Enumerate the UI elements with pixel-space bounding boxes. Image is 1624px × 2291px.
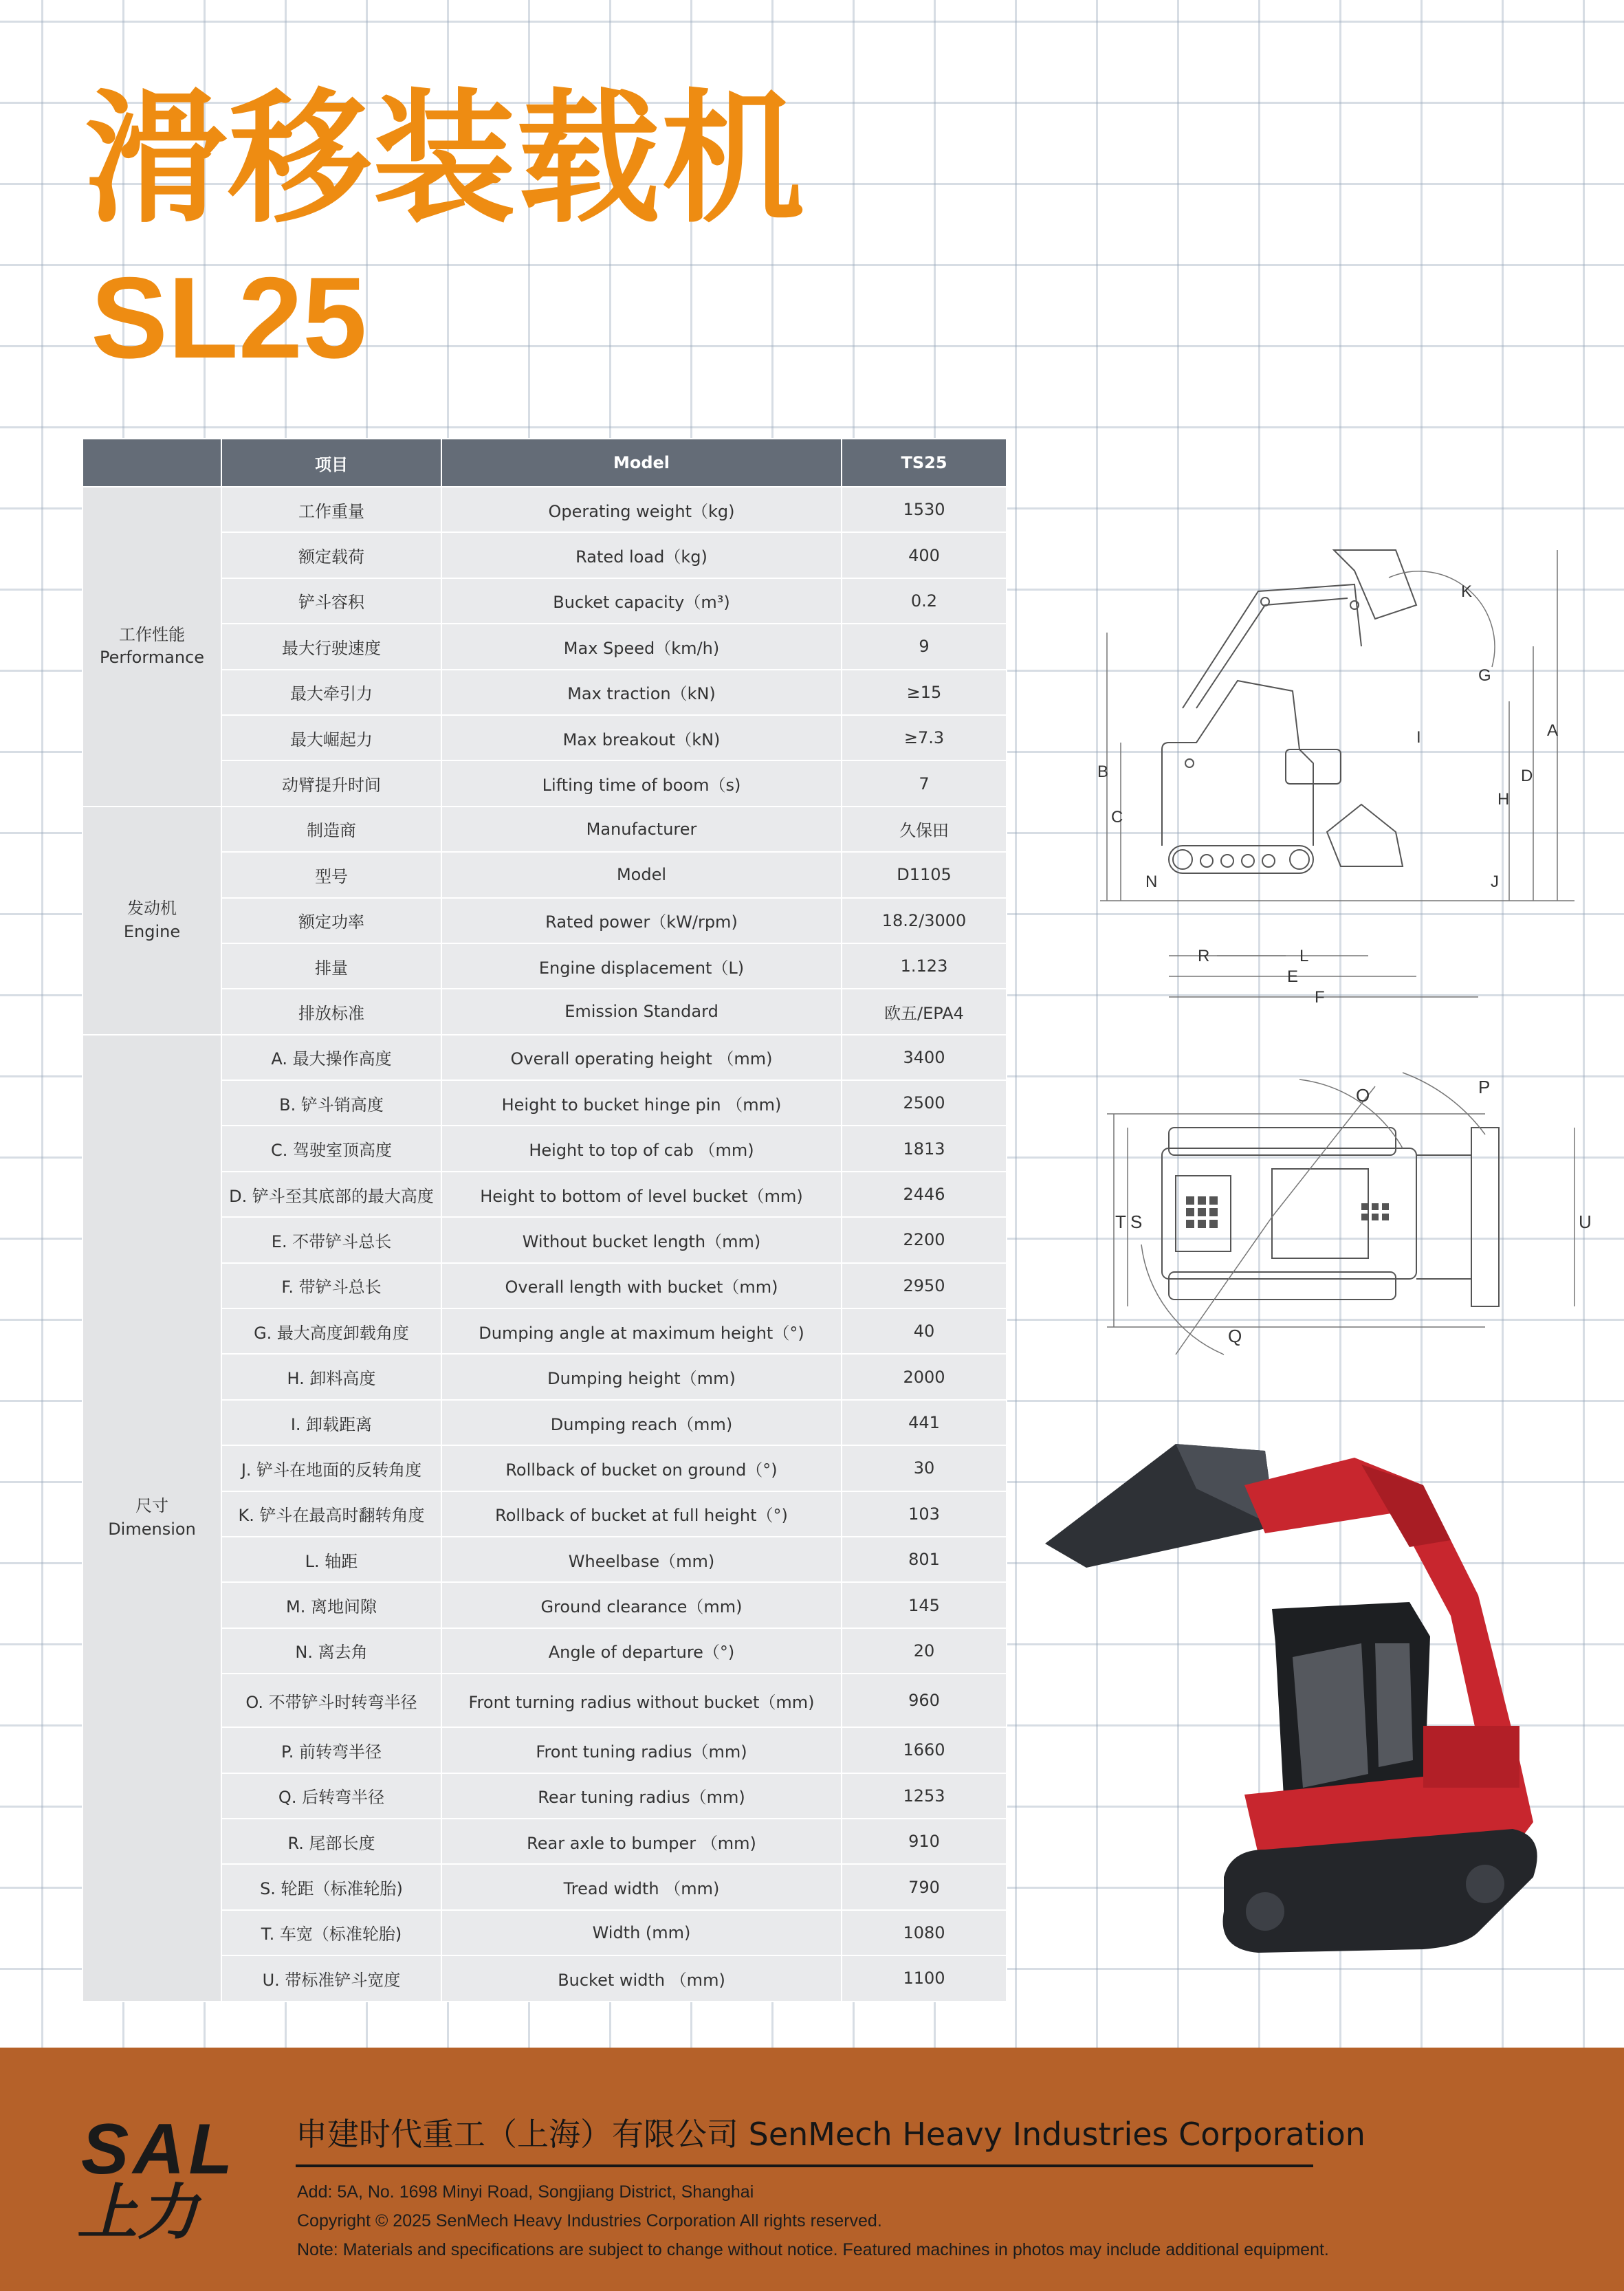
- header-blank: [83, 439, 221, 487]
- label-c: C: [1111, 808, 1123, 826]
- brand-logo-cn: 上力: [77, 2177, 199, 2248]
- dimension-lines: [1100, 550, 1574, 997]
- item-value: ≥15: [842, 670, 1007, 715]
- item-value: 2446: [842, 1172, 1007, 1217]
- item-value: 2500: [842, 1080, 1007, 1126]
- label-n: N: [1145, 873, 1158, 891]
- item-cn: U. 带标准铲斗宽度: [221, 1955, 441, 2001]
- table-row: [83, 1217, 1007, 1262]
- item-cn: H. 卸料高度: [221, 1354, 441, 1399]
- label-u: U: [1579, 1212, 1592, 1232]
- item-cn: J. 铲斗在地面的反转角度: [221, 1445, 441, 1491]
- item-cn: F. 带铲斗总长: [221, 1263, 441, 1308]
- item-en: Operating weight（kg): [441, 487, 842, 532]
- item-value: 1530: [842, 487, 1007, 532]
- table-row: [83, 1727, 1007, 1773]
- table-row: [83, 487, 1007, 532]
- item-en: Max traction（kN): [441, 670, 842, 715]
- item-en: Rated power（kW/rpm): [441, 898, 842, 943]
- table-row: [83, 1263, 1007, 1308]
- item-en: Max Speed（km/h): [441, 624, 842, 669]
- item-en: Overall length with bucket（mm): [441, 1263, 842, 1308]
- table-row: [83, 1491, 1007, 1537]
- item-cn: 铲斗容积: [221, 578, 441, 624]
- item-value: 久保田: [842, 807, 1007, 852]
- table-row: [83, 532, 1007, 578]
- item-value: 1.123: [842, 943, 1007, 989]
- side-view-labels: [1097, 582, 1558, 1007]
- table-row: [83, 898, 1007, 943]
- table-row: [83, 624, 1007, 669]
- item-value: 40: [842, 1308, 1007, 1354]
- table-row: [83, 807, 1007, 852]
- item-cn: A. 最大操作高度: [221, 1035, 441, 1080]
- item-value: 7: [842, 760, 1007, 806]
- item-en: Model: [441, 852, 842, 897]
- table-row: [83, 1172, 1007, 1217]
- top-view-machine: [1162, 1128, 1499, 1306]
- top-view-dimension-lines: [1107, 1073, 1574, 1355]
- table-row: [83, 1080, 1007, 1126]
- item-en: Manufacturer: [441, 807, 842, 852]
- item-cn: O. 不带铲斗时转弯半径: [221, 1674, 441, 1727]
- label-a: A: [1547, 721, 1559, 740]
- item-value: ≥7.3: [842, 715, 1007, 760]
- item-value: 145: [842, 1582, 1007, 1627]
- table-row: [83, 1582, 1007, 1627]
- item-en: Dumping height（mm): [441, 1354, 842, 1399]
- item-cn: 最大行驶速度: [221, 624, 441, 669]
- item-value: 2000: [842, 1354, 1007, 1399]
- item-en: Emission Standard: [441, 989, 842, 1034]
- item-en: Rollback of bucket on ground（°): [441, 1445, 842, 1491]
- item-value: 2950: [842, 1263, 1007, 1308]
- item-en: Bucket capacity（m³): [441, 578, 842, 624]
- item-en: Rated load（kg): [441, 532, 842, 578]
- item-value: 1253: [842, 1773, 1007, 1819]
- label-f: F: [1315, 988, 1325, 1007]
- item-value: 400: [842, 532, 1007, 578]
- item-cn: 排放标准: [221, 989, 441, 1034]
- table-row: [83, 1400, 1007, 1445]
- table-row: [83, 1308, 1007, 1354]
- label-h: H: [1497, 790, 1510, 809]
- table-row: [83, 1819, 1007, 1864]
- copyright: Copyright © 2025 SenMech Heavy Industries Corporation All rights reserved.: [297, 2211, 882, 2230]
- item-cn: E. 不带铲斗总长: [221, 1217, 441, 1262]
- label-s: S: [1130, 1212, 1143, 1232]
- item-cn: S. 轮距（标准轮胎): [221, 1864, 441, 1909]
- item-en: Ground clearance（mm): [441, 1582, 842, 1627]
- table-row: [83, 1910, 1007, 1955]
- footer: [0, 2048, 1624, 2291]
- item-cn: R. 尾部长度: [221, 1819, 441, 1864]
- item-en: Engine displacement（L): [441, 943, 842, 989]
- side-view-diagram: [1093, 543, 1581, 1011]
- item-value: 0.2: [842, 578, 1007, 624]
- item-cn: G. 最大高度卸载角度: [221, 1308, 441, 1354]
- item-value: 9: [842, 624, 1007, 669]
- table-row: [83, 852, 1007, 897]
- top-view-diagram: [1100, 1066, 1595, 1368]
- label-o: O: [1356, 1085, 1370, 1106]
- table-row: [83, 670, 1007, 715]
- table-row: [83, 1126, 1007, 1171]
- item-cn: 工作重量: [221, 487, 441, 532]
- table-row: [83, 1035, 1007, 1080]
- table-row: [83, 578, 1007, 624]
- item-en: Tread width （mm): [441, 1864, 842, 1909]
- label-q: Q: [1228, 1326, 1242, 1346]
- group-label: 尺寸 Dimension: [83, 1035, 221, 2002]
- label-j: J: [1491, 873, 1499, 891]
- model-title: SL25: [91, 253, 367, 382]
- item-value: 103: [842, 1491, 1007, 1537]
- item-value: 3400: [842, 1035, 1007, 1080]
- item-en: Lifting time of boom（s): [441, 760, 842, 806]
- item-en: Front tuning radius（mm): [441, 1727, 842, 1773]
- item-en: Front turning radius without bucket（mm): [441, 1674, 842, 1727]
- item-cn: D. 铲斗至其底部的最大高度: [221, 1172, 441, 1217]
- label-d: D: [1521, 767, 1533, 785]
- label-i: I: [1416, 728, 1421, 747]
- item-cn: 最大崛起力: [221, 715, 441, 760]
- item-cn: B. 铲斗销高度: [221, 1080, 441, 1126]
- item-cn: P. 前转弯半径: [221, 1727, 441, 1773]
- item-cn: 排量: [221, 943, 441, 989]
- label-g: G: [1478, 666, 1491, 685]
- item-en: Without bucket length（mm): [441, 1217, 842, 1262]
- item-en: Overall operating height （mm): [441, 1035, 842, 1080]
- bucket: [1045, 1444, 1275, 1568]
- disclaimer-note: Note: Materials and specifications are subject to change without notice. Featured machines in photos may include additional equipment.: [297, 2240, 1329, 2259]
- item-value: 18.2/3000: [842, 898, 1007, 943]
- item-cn: K. 铲斗在最高时翻转角度: [221, 1491, 441, 1537]
- item-cn: I. 卸载距离: [221, 1400, 441, 1445]
- item-value: 30: [842, 1445, 1007, 1491]
- item-en: Dumping reach（mm): [441, 1400, 842, 1445]
- item-en: Rear tuning radius（mm): [441, 1773, 842, 1819]
- item-cn: 动臂提升时间: [221, 760, 441, 806]
- item-value: 1660: [842, 1727, 1007, 1773]
- item-en: Angle of departure（°): [441, 1628, 842, 1674]
- header-model: Model: [441, 439, 842, 487]
- table-row: [83, 1445, 1007, 1491]
- table-row: [83, 1537, 1007, 1582]
- item-value: 20: [842, 1628, 1007, 1674]
- item-en: Max breakout（kN): [441, 715, 842, 760]
- item-cn: 型号: [221, 852, 441, 897]
- item-en: Wheelbase（mm): [441, 1537, 842, 1582]
- table-row: [83, 1354, 1007, 1399]
- item-value: 441: [842, 1400, 1007, 1445]
- label-t: T: [1115, 1212, 1126, 1232]
- item-value: 790: [842, 1864, 1007, 1909]
- item-value: 欧五/EPA4: [842, 989, 1007, 1034]
- item-cn: 制造商: [221, 807, 441, 852]
- company-name: 申建时代重工（上海）有限公司 SenMech Heavy Industries Corporation: [296, 2116, 1365, 2153]
- label-e: E: [1287, 967, 1299, 986]
- table-row: [83, 989, 1007, 1034]
- table-row: [83, 1773, 1007, 1819]
- item-en: Height to bucket hinge pin （mm): [441, 1080, 842, 1126]
- item-en: Rear axle to bumper （mm): [441, 1819, 842, 1864]
- item-cn: 额定载荷: [221, 532, 441, 578]
- address: Add: 5A, No. 1698 Minyi Road, Songjiang District, Shanghai: [297, 2182, 754, 2202]
- label-l: L: [1299, 947, 1309, 965]
- item-cn: C. 驾驶室顶高度: [221, 1126, 441, 1171]
- item-cn: M. 离地间隙: [221, 1582, 441, 1627]
- item-value: 801: [842, 1537, 1007, 1582]
- table-row: [83, 1628, 1007, 1674]
- skid-steer-photo: [1038, 1437, 1574, 1960]
- item-en: Dumping angle at maximum height（°): [441, 1308, 842, 1354]
- header-ts25: TS25: [842, 439, 1007, 487]
- item-en: Width (mm): [441, 1910, 842, 1955]
- item-value: 960: [842, 1674, 1007, 1727]
- item-value: 1080: [842, 1910, 1007, 1955]
- label-k: K: [1461, 582, 1473, 601]
- table-row: [83, 1864, 1007, 1909]
- header-item: 项目: [221, 439, 441, 487]
- item-cn: Q. 后转弯半径: [221, 1773, 441, 1819]
- label-b: B: [1097, 763, 1109, 781]
- side-view-machine: [1162, 550, 1416, 873]
- item-cn: T. 车宽（标准轮胎): [221, 1910, 441, 1955]
- table-row: [83, 715, 1007, 760]
- item-cn: 最大牵引力: [221, 670, 441, 715]
- item-en: Rollback of bucket at full height（°): [441, 1491, 842, 1537]
- label-p: P: [1478, 1077, 1491, 1097]
- brand-logo: SAL: [81, 2109, 237, 2189]
- item-value: 1813: [842, 1126, 1007, 1171]
- item-value: 910: [842, 1819, 1007, 1864]
- table-row: [83, 760, 1007, 806]
- table-row: [83, 1674, 1007, 1727]
- item-cn: 额定功率: [221, 898, 441, 943]
- item-value: D1105: [842, 852, 1007, 897]
- item-value: 2200: [842, 1217, 1007, 1262]
- item-cn: N. 离去角: [221, 1628, 441, 1674]
- label-r: R: [1198, 947, 1210, 965]
- item-value: 1100: [842, 1955, 1007, 2001]
- item-cn: L. 轴距: [221, 1537, 441, 1582]
- table-row: [83, 943, 1007, 989]
- group-label: 工作性能 Performance: [83, 487, 221, 807]
- item-en: Height to top of cab （mm): [441, 1126, 842, 1171]
- item-en: Height to bottom of level bucket（mm): [441, 1172, 842, 1217]
- table-header: [83, 439, 1007, 487]
- group-label: 发动机 Engine: [83, 807, 221, 1035]
- title-chinese: 滑移装载机: [84, 76, 806, 243]
- spec-table: [82, 438, 1007, 2002]
- item-en: Bucket width （mm): [441, 1955, 842, 2001]
- footer-divider: [296, 2164, 1313, 2167]
- table-row: [83, 1955, 1007, 2001]
